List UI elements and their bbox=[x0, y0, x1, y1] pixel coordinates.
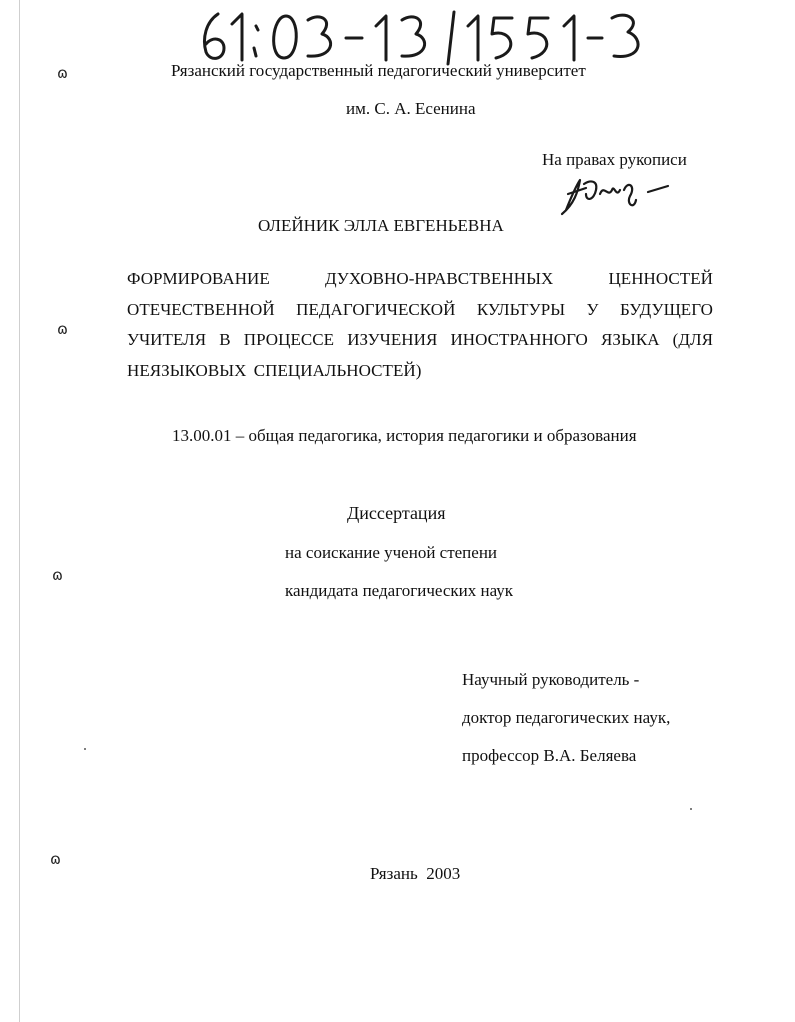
binder-hole-mark: ɷ bbox=[52, 566, 63, 584]
university-name: Рязанский государственный педагогический университет bbox=[171, 61, 586, 80]
supervisor-degree: доктор педагогических наук, bbox=[462, 708, 671, 727]
dissertation-title bbox=[127, 264, 713, 386]
title-line: ОТЕЧЕСТВЕННОЙ ПЕДАГОГИЧЕСКОЙ КУЛЬТУРЫ У БУДУЩЕГО bbox=[127, 299, 713, 319]
binder-hole-mark: ɷ bbox=[50, 850, 61, 868]
university-named-after: им. С. А. Есенина bbox=[346, 99, 476, 118]
specialty-code: 13.00.01 – общая педагогика, история педагогики и образования bbox=[172, 426, 637, 445]
manuscript-note: На правах рукописи bbox=[542, 150, 687, 169]
title-line: ФОРМИРОВАНИЕ ДУХОВНО-НРАВСТВЕННЫХ ЦЕННОСТЕЙ bbox=[127, 269, 713, 288]
city-year: Рязань 2003 bbox=[370, 864, 461, 883]
speck bbox=[690, 808, 692, 810]
author-name: ОЛЕЙНИК ЭЛЛА ЕВГЕНЬЕВНА bbox=[258, 216, 504, 235]
stamp-number-text: 61:03-13/1551-3 bbox=[196, 8, 203, 9]
binder-hole-mark: ɷ bbox=[57, 320, 68, 338]
degree-line-1: на соискание ученой степени bbox=[285, 543, 498, 562]
title-line: УЧИТЕЛЯ В ПРОЦЕССЕ ИЗУЧЕНИЯ ИНОСТРАННОГО ЯЗЫКА (ДЛЯ bbox=[127, 330, 713, 349]
page-edge-line bbox=[19, 0, 20, 1022]
binder-hole-mark: ɷ bbox=[57, 64, 68, 82]
supervisor-name: профессор В.А. Беляева bbox=[462, 746, 637, 765]
signature-text: Юиз bbox=[556, 170, 558, 171]
signature bbox=[556, 170, 676, 220]
document-type: Диссертация bbox=[347, 503, 446, 523]
title-line: НЕЯЗЫКОВЫХ СПЕЦИАЛЬНОСТЕЙ) bbox=[127, 360, 422, 380]
supervisor-role: Научный руководитель - bbox=[462, 670, 640, 689]
handwritten-stamp-number bbox=[196, 8, 646, 66]
speck bbox=[84, 748, 86, 750]
degree-line-2: кандидата педагогических наук bbox=[285, 581, 514, 600]
